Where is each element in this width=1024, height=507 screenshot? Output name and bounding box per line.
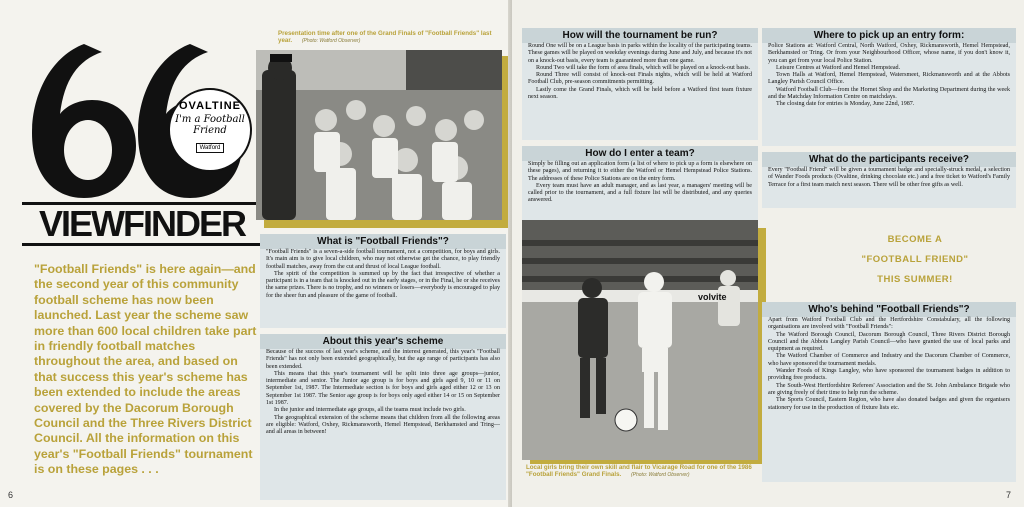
about-scheme-heading: About this year's scheme — [260, 334, 506, 349]
right-page — [512, 0, 1024, 507]
behind-para-5: The South-West Hertfordshire Referees' Association and the St. John Ambulance Brigade who are giving freely of their time to help run the scheme. — [768, 382, 1010, 396]
top-photo-caption — [278, 30, 504, 46]
behind-para-4: Wander Foods of Kings Langley, who have sponsored the tournament badges in addition to providing free products. — [768, 368, 1010, 382]
enter-para-2: Every team must have an adult manager, and as last year, a managers' meeting will be called prior to the tournament, and a full fixture list will be distributed, and any queries answered. — [528, 182, 752, 204]
how-run-para-2: Round Two will take the form of area finals, which will be played on a knock-out basis. — [536, 64, 751, 71]
how-run-para-1: Round One will be on a League basis in parks within the locality of the participating teams. These games will be played on weekday evenings during June and July, and because it's not on a knock-out basis, every team is guaranteed more than one game. — [528, 43, 752, 64]
enter-team-heading: How do I enter a team? — [522, 146, 758, 161]
about-para-4: The geographical extension of the scheme means that children from all the following areas are eligible: Watford, Oxhey, Rickmansworth, Hemel Hempstead, Berkhamsted and Tring—and all areas in between! — [266, 414, 500, 436]
how-run-para-3: Round Three will consist of knock-out Finals nights, which will be held at Watford Football Club, pre-season commitments permitting. — [528, 72, 752, 86]
enter-team-box — [522, 146, 758, 224]
behind-para-1: Apart from Watford Football Club and the Hertfordshire Constabulary, all the following organisations are involved with "Football Friends": — [768, 317, 1010, 331]
badge-slogan: I'm a Football Friend — [175, 114, 245, 136]
bottom-caption-text: Local girls bring their own skill and flair to Vicarage Road for one of the 1986 "Football Friends" Grand Finals. — [526, 464, 752, 479]
how-run-para-4: Lastly come the Grand Finals, which will be held before a Watford first team fixture next season. — [528, 86, 752, 101]
behind-para-2: The Watford Borough Council, Dacorum Borough Council, Three Rivers District Borough Council and the Abbots Langley Parish Council—who have granted the use of local parks and equipment as required. — [768, 331, 1010, 353]
intro-paragraph: "Football Friends" is here again—and the second year of this community football scheme has now been launched. Last year the scheme saw more than 600 local children take part in friendly football matches throughout the area, and based on that success this year's scheme has been extended to include the areas covered by the Dacorum Borough Council and the Three Rivers District Council. All the information on this year's "Football Friends" tournament is on these pages . . . — [34, 262, 257, 477]
what-is-heading: What is "Football Friends"? — [260, 234, 506, 249]
about-scheme-box — [260, 334, 506, 500]
pick-up-para-4: Watford Football Club—from the Hornet Shop and the Marketing Department during the week and the Matchday Information Centre on matchdays. — [768, 86, 1010, 101]
pitch-banner-text: volvite — [698, 292, 727, 302]
promo-line-1: BECOME A — [887, 234, 943, 245]
promo-callout — [840, 230, 990, 290]
badge-top-text: OVALTINE — [179, 100, 241, 112]
about-para-1: Because of the success of last year's scheme, and the interest generated, this year's "Football Friends" has not only been extended geographically, but the age range of participants has also been extended. — [266, 349, 500, 370]
page-number-left: 6 — [8, 490, 14, 500]
presentation-photo-image — [256, 50, 502, 220]
promo-line-2: "FOOTBALL FRIEND" — [861, 254, 969, 265]
whos-behind-box — [762, 302, 1016, 482]
about-para-2: This means that this year's tournament will be split into three age groups—junior, intermediate and senior. The Junior age group is for boys and girls aged 9, 10 or 11 on September 1st, 1987. The Intermediate section is for boys and girls aged either 12 or 13 on September 1st 1987. The Senior age group is for boys only aged either 14 or 15 on September 1st 1987. — [266, 370, 500, 407]
how-run-box — [522, 28, 758, 140]
promo-line-3: THIS SUMMER! — [877, 274, 953, 285]
top-caption-credit: (Photo: Watford Observer) — [301, 38, 361, 45]
football-match-image — [522, 220, 758, 460]
receive-para-1: Every "Football Friend" will be given a tournament badge and specially-struck medal, a selection of Wander Foods products (Ovaltine, drinking chocolate etc.) and a free ticket to Watford's Family Terrace for a first team match next season. There will be other free gifts as well. — [768, 167, 1010, 188]
pick-up-heading: Where to pick up an entry form: — [762, 28, 1016, 43]
whos-behind-heading: Who's behind "Football Friends"? — [762, 302, 1016, 317]
what-is-para-2: The spirit of the competition is summed up by the fact that irrespective of whether a participant is in a team that is knocked out in the early stages, or in the Final, he or she receives the same prizes. There is no trophy, and no winners or losers—everybody is encouraged to play for the sheer fun and pleasure of the game of football. — [266, 270, 500, 299]
receive-box — [762, 152, 1016, 208]
bottom-photo-caption — [526, 464, 756, 480]
pick-up-para-2: Leisure Centres at Watford and Hemel Hempstead. — [776, 64, 901, 71]
behind-para-6: The Sports Council, Eastern Region, who have also donated badges and given the organisers stationery for use in the production of fixture lists etc. — [768, 397, 1010, 411]
enter-para-1: Simply be filling out an application form (a list of where to pick up a form is elsewhere on these pages), and returning it to either the Watford or Hemel Hempstead Police Stations. The addresses of these Police Stations are on the entry form. — [528, 161, 752, 182]
pick-up-para-5: The closing date for entries is Monday, June 22nd, 1987. — [776, 101, 915, 108]
page-number-right: 7 — [1006, 490, 1012, 500]
football-match-photo — [522, 220, 758, 460]
badge-brand: Watford — [196, 143, 225, 153]
pick-up-box — [762, 28, 1016, 146]
behind-para-3: The Watford Chamber of Commerce and Industry and the Dacorum Chamber of Commerce, who have sponsored the tournament medals. — [768, 353, 1010, 367]
pick-up-para-3: Town Halls at Watford, Hemel Hempstead, Watersmeet, Rickmansworth and at the Abbots Langley Parish Council Office. — [768, 72, 1010, 86]
receive-heading: What do the participants receive? — [762, 152, 1016, 167]
ovaltine-badge — [168, 88, 252, 172]
what-is-box — [260, 234, 506, 328]
about-para-3: In the junior and intermediate age groups, all the teams must include two girls. — [274, 407, 466, 414]
how-run-heading: How will the tournament be run? — [522, 28, 758, 43]
viewfinder-title: VIEWFINDER — [22, 202, 262, 246]
bottom-caption-credit: (Photo: Watford Observer) — [631, 472, 690, 479]
what-is-para-1: "Football Friends" is a seven-a-side football tournament, not a competition, for boys and girls. It's main aim is to give local children, who may not otherwise get the chance, to play friendly football matches, away from the cut and thrust of local League football. — [266, 249, 500, 270]
presentation-photo — [256, 50, 502, 220]
top-caption-text: Presentation time after one of the Grand Finals of "Football Friends" last year. — [278, 30, 492, 45]
pick-up-para-1: Police Stations at: Watford Central, North Watford, Oxhey, Rickmansworth, Hemel Hempstead, Berkhamsted or Tring. Or from your Neighbourhood Officer, whose name, if you don't know it, you can get from your local Police Station. — [768, 43, 1010, 64]
